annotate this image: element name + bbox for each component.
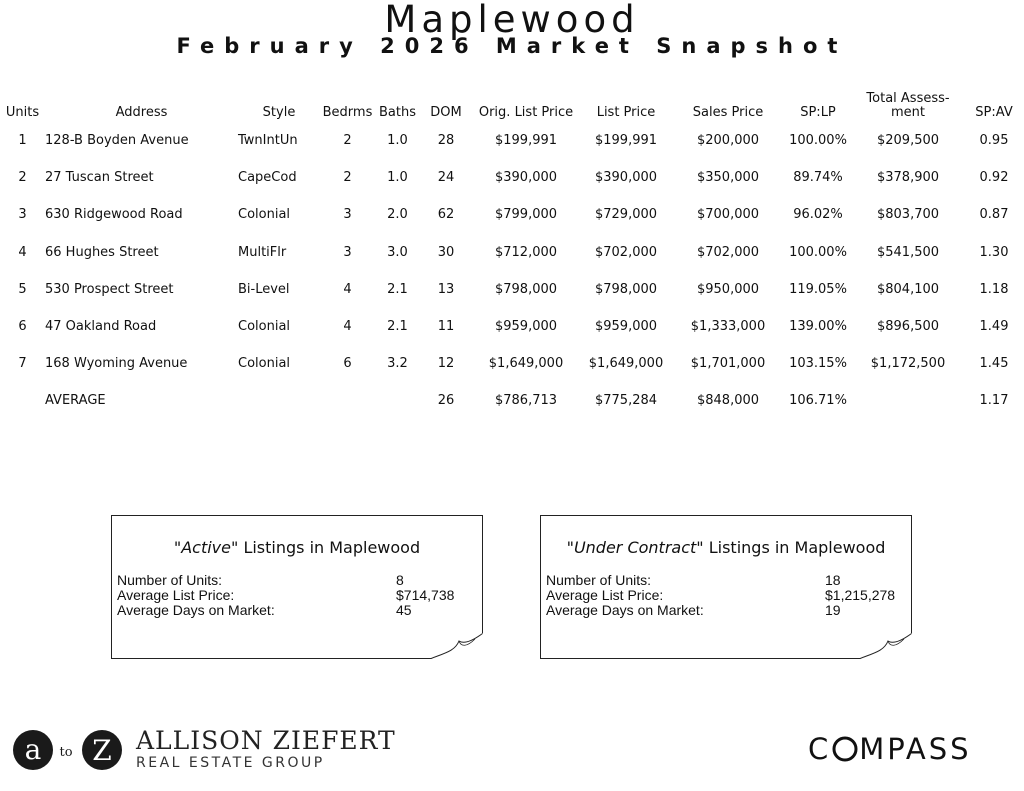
cell-style: CapeCod xyxy=(238,170,297,186)
cell-sp-lp: 103.15% xyxy=(789,356,847,372)
cell-orig-list-price: $199,991 xyxy=(494,133,558,149)
cell-bedrms: 2 xyxy=(343,133,352,149)
cell-sales-price: $1,701,000 xyxy=(690,356,766,372)
col-header-units: Units xyxy=(5,105,40,120)
cell-baths: 2.1 xyxy=(387,319,408,335)
table-row xyxy=(0,308,1024,345)
contract-dom-value: 19 xyxy=(825,602,841,618)
cell-unit: 1 xyxy=(18,133,27,149)
cell-list-price: $199,991 xyxy=(594,133,658,149)
cell-address: 66 Hughes Street xyxy=(45,244,159,260)
cell-sp-av: 1.49 xyxy=(979,319,1009,335)
cell-assessment: $804,100 xyxy=(876,281,940,297)
cell-style: Colonial xyxy=(238,356,291,372)
cell-dom: 62 xyxy=(437,207,455,223)
cell-dom: 13 xyxy=(437,281,455,297)
cell-style: Colonial xyxy=(238,319,291,335)
cell-dom: 28 xyxy=(437,133,455,149)
cell-bedrms: 4 xyxy=(343,319,352,335)
average-list-price: $775,284 xyxy=(594,393,658,409)
contract-dom-label: Average Days on Market: xyxy=(546,602,704,618)
cell-style: TwnIntUn xyxy=(238,133,298,149)
col-header-list-price: List Price xyxy=(596,105,656,120)
brand-subtitle: REAL ESTATE GROUP xyxy=(136,755,325,771)
table-header-row xyxy=(0,82,1024,122)
cell-unit: 7 xyxy=(18,356,27,372)
cell-address: 168 Wyoming Avenue xyxy=(45,356,188,372)
cell-unit: 4 xyxy=(18,244,27,260)
cell-sales-price: $702,000 xyxy=(696,244,760,260)
table-row xyxy=(0,271,1024,308)
cell-sp-lp: 100.00% xyxy=(789,244,847,260)
cell-bedrms: 3 xyxy=(343,207,352,223)
contract-box-quote: "Under Contract" xyxy=(566,538,704,557)
cell-empty xyxy=(320,382,375,419)
table-row xyxy=(0,122,1024,159)
page-curl-icon xyxy=(431,633,483,659)
cell-baths: 3.2 xyxy=(387,356,408,372)
cell-list-price: $702,000 xyxy=(594,244,658,260)
logo-letter-a: a xyxy=(24,733,42,766)
average-sales-price: $848,000 xyxy=(696,393,760,409)
cell-assessment: $378,900 xyxy=(876,170,940,186)
average-sp-lp: 106.71% xyxy=(789,393,847,409)
active-dom-label: Average Days on Market: xyxy=(117,602,275,618)
cell-dom: 11 xyxy=(437,319,455,335)
cell-list-price: $798,000 xyxy=(594,281,658,297)
cell-sp-av: 1.30 xyxy=(979,244,1009,260)
active-box-quote: "Active" xyxy=(173,538,239,557)
contract-box-heading xyxy=(541,538,911,557)
col-header-dom: DOM xyxy=(430,105,462,120)
contract-units-value: 18 xyxy=(825,572,841,588)
cell-list-price: $959,000 xyxy=(594,319,658,335)
col-header-total-assess-line2: ment xyxy=(891,105,925,120)
col-header-sp-lp: SP:LP xyxy=(800,105,836,120)
cell-assessment: $896,500 xyxy=(876,319,940,335)
col-header-baths: Baths xyxy=(379,105,416,120)
cell-orig-list-price: $799,000 xyxy=(494,207,558,223)
col-header-sp-av: SP:AV xyxy=(975,105,1013,120)
cell-baths: 2.1 xyxy=(387,281,408,297)
average-orig-list-price: $786,713 xyxy=(494,393,558,409)
under-contract-listings-box xyxy=(540,515,912,659)
average-label: AVERAGE xyxy=(45,393,106,409)
col-header-bedrms: Bedrms xyxy=(322,105,373,120)
cell-style: Bi-Level xyxy=(238,281,290,297)
cell-sp-av: 0.92 xyxy=(979,170,1009,186)
cell-sp-lp: 119.05% xyxy=(789,281,847,297)
cell-orig-list-price: $390,000 xyxy=(494,170,558,186)
cell-sales-price: $1,333,000 xyxy=(690,319,766,335)
cell-sp-av: 0.95 xyxy=(979,133,1009,149)
sales-table xyxy=(0,82,1024,420)
table-row xyxy=(0,196,1024,233)
cell-orig-list-price: $959,000 xyxy=(494,319,558,335)
cell-address: 27 Tuscan Street xyxy=(45,170,154,186)
allison-ziefert-logo xyxy=(12,726,396,776)
contract-units-label: Number of Units: xyxy=(546,572,652,588)
cell-dom: 30 xyxy=(437,244,455,260)
col-header-style: Style xyxy=(262,105,296,120)
cell-dom: 24 xyxy=(437,170,455,186)
cell-assessment: $209,500 xyxy=(876,133,940,149)
active-price-value: $714,738 xyxy=(396,587,455,603)
cell-sales-price: $200,000 xyxy=(696,133,760,149)
a-to-z-monogram-icon xyxy=(12,726,127,774)
average-dom: 26 xyxy=(437,393,455,409)
cell-bedrms: 3 xyxy=(343,244,352,260)
average-row xyxy=(0,382,1024,419)
cell-address: 47 Oakland Road xyxy=(45,319,157,335)
cell-sales-price: $700,000 xyxy=(696,207,760,223)
cell-sp-av: 1.18 xyxy=(979,281,1009,297)
page-title: Maplewood xyxy=(384,0,640,41)
active-listings-box xyxy=(111,515,483,659)
cell-empty xyxy=(375,382,420,419)
cell-baths: 1.0 xyxy=(387,133,408,149)
cell-address: 630 Ridgewood Road xyxy=(45,207,183,223)
compass-o-icon xyxy=(832,736,858,762)
compass-logo-rest: MPASS xyxy=(859,732,972,766)
cell-sp-av: 1.45 xyxy=(979,356,1009,372)
cell-dom: 12 xyxy=(437,356,455,372)
cell-empty xyxy=(852,382,964,419)
active-units-value: 8 xyxy=(396,572,404,588)
cell-sp-lp: 96.02% xyxy=(793,207,843,223)
cell-baths: 1.0 xyxy=(387,170,408,186)
compass-logo-c: C xyxy=(808,732,832,766)
col-header-total-assessment xyxy=(852,82,964,122)
contract-price-label: Average List Price: xyxy=(546,587,664,603)
cell-sp-lp: 139.00% xyxy=(789,319,847,335)
cell-sp-lp: 100.00% xyxy=(789,133,847,149)
col-header-address: Address xyxy=(115,105,168,120)
active-units-label: Number of Units: xyxy=(117,572,223,588)
cell-sp-av: 0.87 xyxy=(979,207,1009,223)
table-row xyxy=(0,159,1024,196)
page-subtitle: February 2026 Market Snapshot xyxy=(176,34,848,58)
cell-style: MultiFlr xyxy=(238,244,287,260)
cell-orig-list-price: $1,649,000 xyxy=(488,356,564,372)
cell-empty xyxy=(238,382,320,419)
cell-style: Colonial xyxy=(238,207,291,223)
table-row xyxy=(0,234,1024,271)
active-box-heading-rest: Listings in Maplewood xyxy=(238,538,421,557)
cell-unit: 6 xyxy=(18,319,27,335)
cell-baths: 2.0 xyxy=(387,207,408,223)
table-row xyxy=(0,345,1024,382)
cell-unit: 2 xyxy=(18,170,27,186)
active-price-label: Average List Price: xyxy=(117,587,235,603)
cell-sales-price: $350,000 xyxy=(696,170,760,186)
cell-bedrms: 6 xyxy=(343,356,352,372)
compass-logo xyxy=(808,732,972,766)
col-header-sales-price: Sales Price xyxy=(692,105,764,120)
cell-baths: 3.0 xyxy=(387,244,408,260)
cell-bedrms: 4 xyxy=(343,281,352,297)
cell-unit: 3 xyxy=(18,207,27,223)
cell-bedrms: 2 xyxy=(343,170,352,186)
average-sp-av: 1.17 xyxy=(979,393,1009,409)
cell-empty xyxy=(0,382,45,419)
active-dom-value: 45 xyxy=(396,602,412,618)
cell-sp-lp: 89.74% xyxy=(793,170,843,186)
contract-price-value: $1,215,278 xyxy=(825,587,896,603)
logo-to: to xyxy=(59,745,73,760)
cell-assessment: $1,172,500 xyxy=(870,356,946,372)
logo-letter-z: Z xyxy=(92,734,112,767)
col-header-orig-list-price: Orig. List Price xyxy=(478,105,574,120)
active-box-heading xyxy=(112,538,482,557)
page-curl-icon xyxy=(860,633,912,659)
cell-orig-list-price: $798,000 xyxy=(494,281,558,297)
cell-list-price: $390,000 xyxy=(594,170,658,186)
col-header-total-assess-line1: Total Assess- xyxy=(866,91,950,106)
brand-name: ALLISON ZIEFERT xyxy=(136,726,396,755)
cell-list-price: $1,649,000 xyxy=(588,356,664,372)
contract-box-heading-rest: Listings in Maplewood xyxy=(703,538,886,557)
cell-unit: 5 xyxy=(18,281,27,297)
cell-address: 530 Prospect Street xyxy=(45,281,174,297)
cell-orig-list-price: $712,000 xyxy=(494,244,558,260)
cell-list-price: $729,000 xyxy=(594,207,658,223)
cell-assessment: $803,700 xyxy=(876,207,940,223)
cell-assessment: $541,500 xyxy=(876,244,940,260)
cell-address: 128-B Boyden Avenue xyxy=(45,133,189,149)
cell-sales-price: $950,000 xyxy=(696,281,760,297)
